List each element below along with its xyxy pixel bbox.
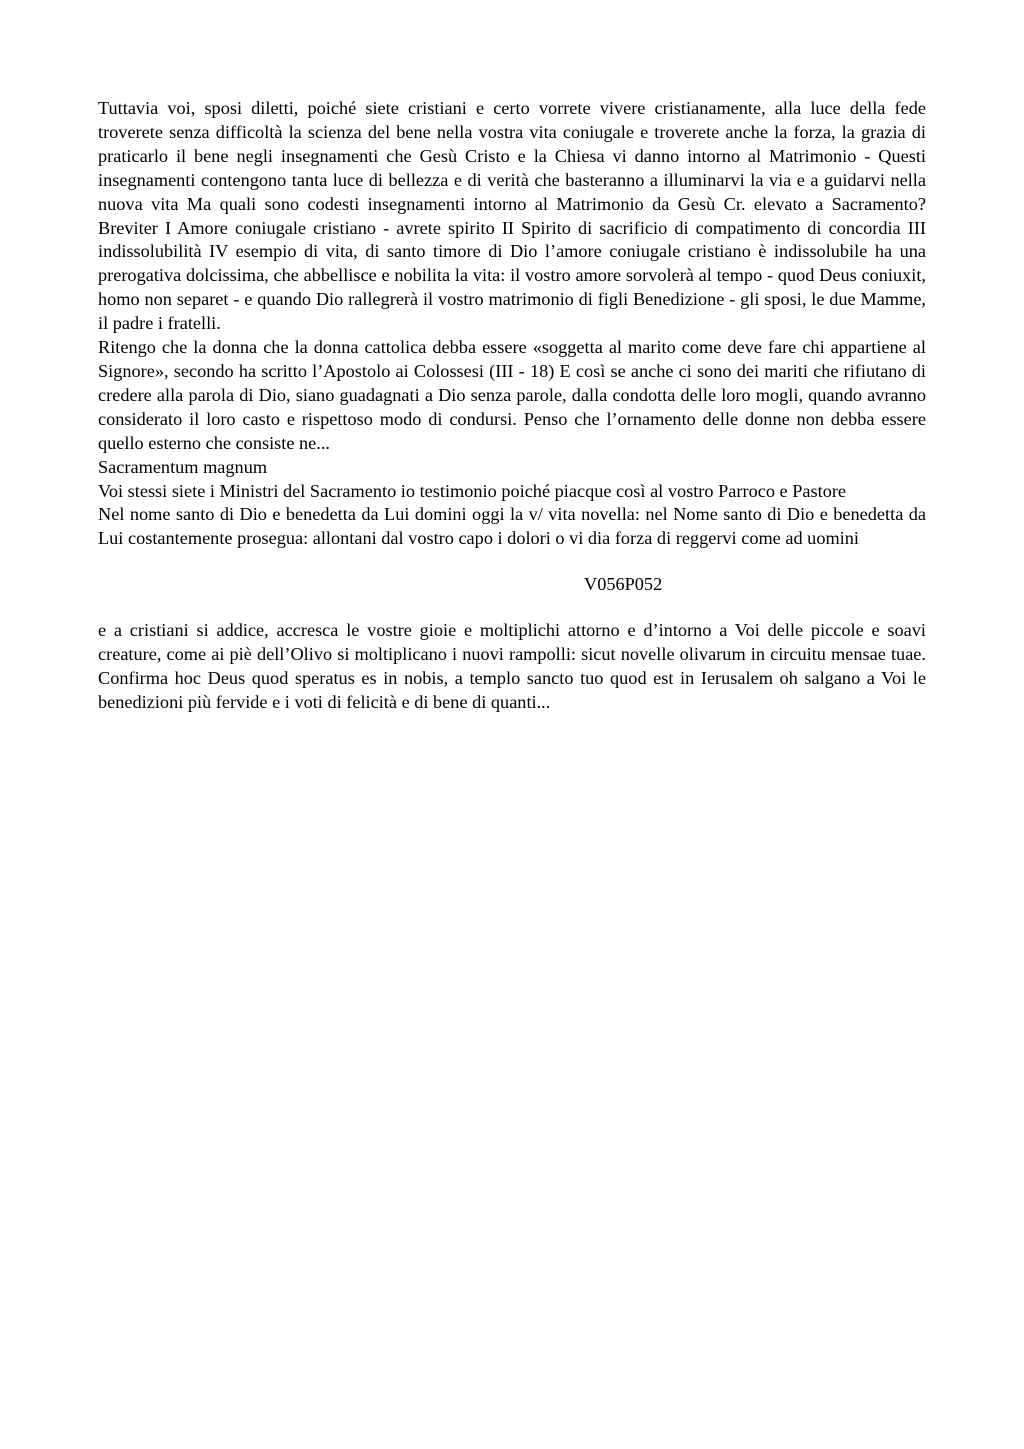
section-heading-line: Sacramentum magnum <box>98 456 268 477</box>
body-paragraph: Ritengo che la donna che la donna cattolica debba essere «soggetta al marito come deve fare chi appartiene al Signore», secondo ha scritto l’Apostolo ai Colossesi (III - 18) E così se anche ci sono dei mariti che rifiutano di credere alla parola di Dio, siano guadagnati a Dio senza parole, dalla condotta delle loro mogli, quando avranno considerato il loro casto e rispettoso modo di condursi. Penso che l’ornamento delle donne non debba essere quello esterno che consiste ne... <box>98 337 926 453</box>
document-page <box>98 97 926 715</box>
body-line: Voi stessi siete i Ministri del Sacramento io testimonio poiché piacque così al vostro Parroco e Pastore <box>98 480 847 501</box>
body-paragraph: e a cristiani si addice, accresca le vostre gioie e moltiplichi attorno e d’intorno a Voi delle piccole e soavi creature, come ai piè dell’Olivo si moltiplicano i nuovi rampolli: sicut novelle olivarum in circuitu mensae tuae. Confirma hoc Deus quod speratus es in nobis, a templo sancto tuo quod est in Ierusalem oh salgano a Voi le benedizioni più fervide e i voti di felicità e di bene di quanti... <box>98 620 926 712</box>
body-paragraph: Nel nome santo di Dio e benedetta da Lui domini oggi la v/ vita novella: nel Nome santo di Dio e benedetta da Lui costantemente prosegua: allontani dal vostro capo i dolori o vi dia forza di reggervi come ad uomini <box>98 504 926 549</box>
folio-marker: V056P052 <box>584 574 663 595</box>
body-paragraph: Tuttavia voi, sposi diletti, poiché siete cristiani e certo vorrete vivere cristianamente, alla luce della fede troverete senza difficoltà la scienza del bene nella vostra vita coniugale e troverete anche la forza, la grazia di praticarlo il bene negli insegnamenti che Gesù Cristo e la Chiesa vi danno intorno al Matrimonio - Questi insegnamenti contengono tanta luce di bellezza e di verità che basteranno a illuminarvi la via e a guidarvi nella nuova vita Ma quali sono codesti insegnamenti intorno al Matrimonio da Gesù Cr. elevato a Sacramento? Breviter I Amore coniugale cristiano - avrete spirito II Spirito di sacrificio di compatimento di concordia III indissolubilità IV esempio di vita, di santo timore di Dio l’amore coniugale cristiano è indissolubile ha una prerogativa dolcissima, che abbellisce e nobilita la vita: il vostro amore sorvolerà al tempo - quod Deus coniuxit, homo non separet - e quando Dio rallegrerà il vostro matrimonio di figli Benedizione - gli sposi, le due Mamme, il padre i fratelli. <box>98 98 926 334</box>
